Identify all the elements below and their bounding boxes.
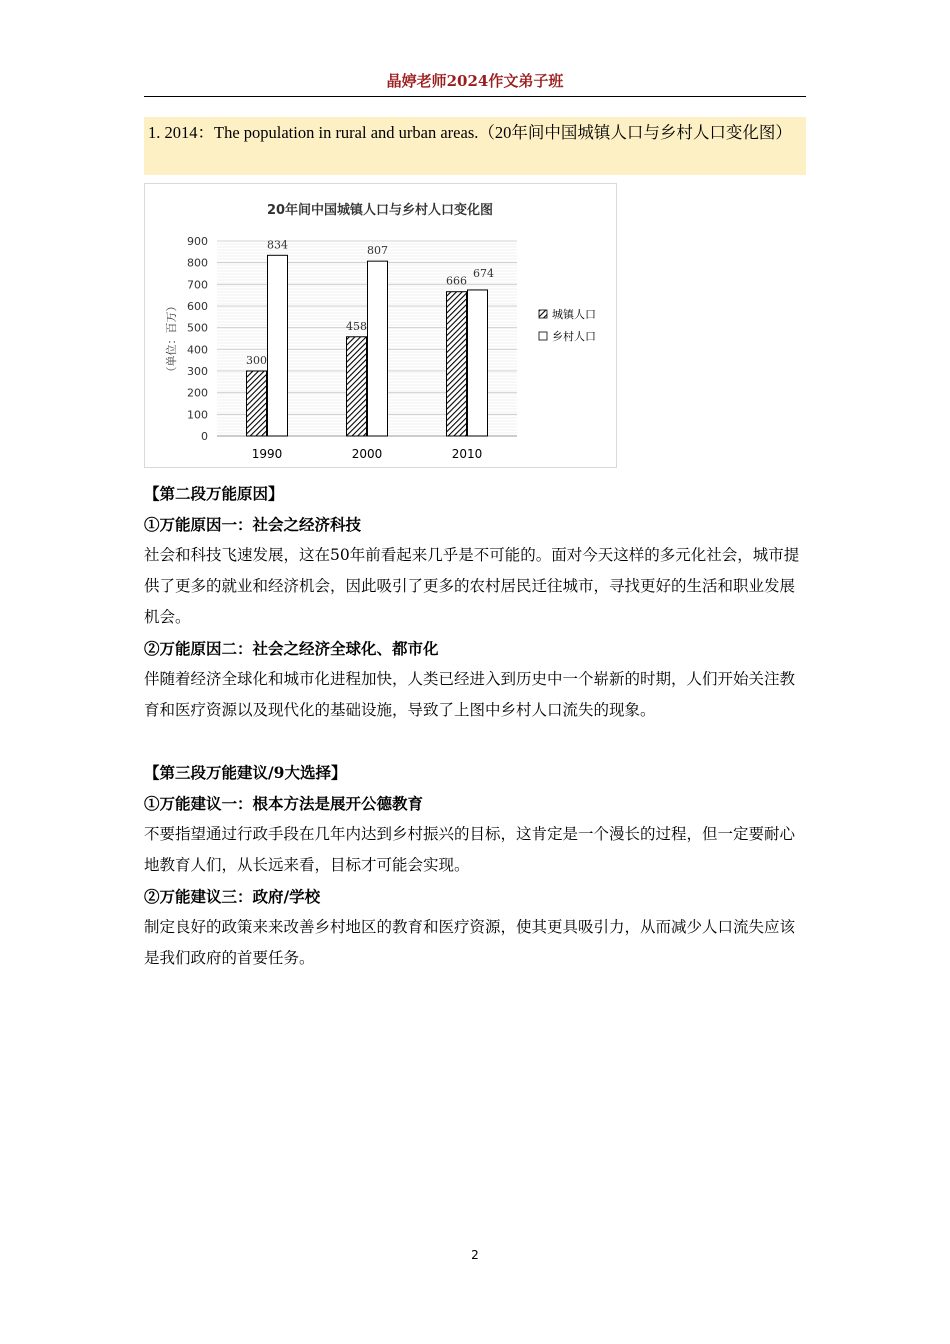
section-heading: ①万能建议一：根本方法是展开公德教育 [144,794,424,813]
bar-urban [447,292,467,436]
essay-content [144,478,809,974]
y-tick-label: 400 [187,343,208,357]
section-body: 社会和科技飞速发展，这在50年前看起来几乎是不可能的。面对今天这样的多元化社会，城市提供了更多的就业和经济机会，因此吸引了更多的农村居民迁往城市，寻找更好的生活和职业发展机会。 [144,546,800,626]
y-tick-label: 900 [187,235,208,248]
essay-topic: 1. 2014：The population in rural and urban areas.（20年间中国城镇人口与乡村人口变化图） [144,117,806,175]
bar-urban [247,371,267,436]
page-header: 晶婷老师2024作文弟子班 [144,70,806,97]
legend-swatch-urban [539,310,547,318]
section-heading: 【第三段万能建议/9大选择】 [144,763,347,782]
section-heading: ①万能原因一：社会之经济科技 [144,515,362,534]
data-label: 300 [246,354,267,367]
section-heading: 【第二段万能原因】 [144,484,284,503]
bar-urban [347,337,367,436]
y-tick-label: 200 [187,386,208,400]
population-chart [144,183,617,468]
legend-swatch-rural [539,332,547,340]
spacer [144,726,809,757]
section-body: 不要指望通过行政手段在几年内达到乡村振兴的目标，这肯定是一个漫长的过程，但一定要耐心地教育人们，从长远来看，目标才可能会实现。 [144,825,796,874]
bar-rural [368,261,388,436]
legend-rural: 乡村人口 [552,330,596,343]
data-label: 666 [446,274,467,288]
chart-svg [145,184,618,469]
y-tick-label: 500 [187,321,208,335]
x-tick-label: 2000 [351,447,383,461]
x-tick-label: 1990 [251,447,283,461]
y-tick-label: 800 [187,256,208,270]
data-label: 807 [367,244,388,258]
bar-rural [268,255,288,436]
y-tick-label: 700 [187,278,208,292]
section-heading: ②万能原因二：社会之经济全球化、都市化 [144,639,439,658]
data-label: 458 [346,319,367,333]
y-tick-label: 0 [201,430,208,443]
section-heading: ②万能建议三：政府/学校 [144,887,321,906]
chart-title: 20年间中国城镇人口与乡村人口变化图 [266,203,494,218]
x-tick-label: 2010 [451,447,483,461]
section-body: 伴随着经济全球化和城市化进程加快，人类已经进入到历史中一个崭新的时期，人们开始关注教育和医疗资源以及现代化的基础设施，导致了上图中乡村人口流失的现象。 [144,670,796,719]
section-body: 制定良好的政策来来改善乡村地区的教育和医疗资源，使其更具吸引力，从而减少人口流失应该是我们政府的首要任务。 [144,918,796,967]
data-label: 834 [267,238,288,252]
y-tick-label: 300 [187,365,208,378]
y-axis-label: （单位：百万） [165,300,178,378]
page-number: 2 [471,1248,479,1262]
legend-urban: 城镇人口 [552,308,596,321]
data-label: 674 [473,266,494,280]
y-tick-label: 100 [187,408,208,422]
y-tick-label: 600 [187,300,208,313]
bar-rural [468,290,488,436]
